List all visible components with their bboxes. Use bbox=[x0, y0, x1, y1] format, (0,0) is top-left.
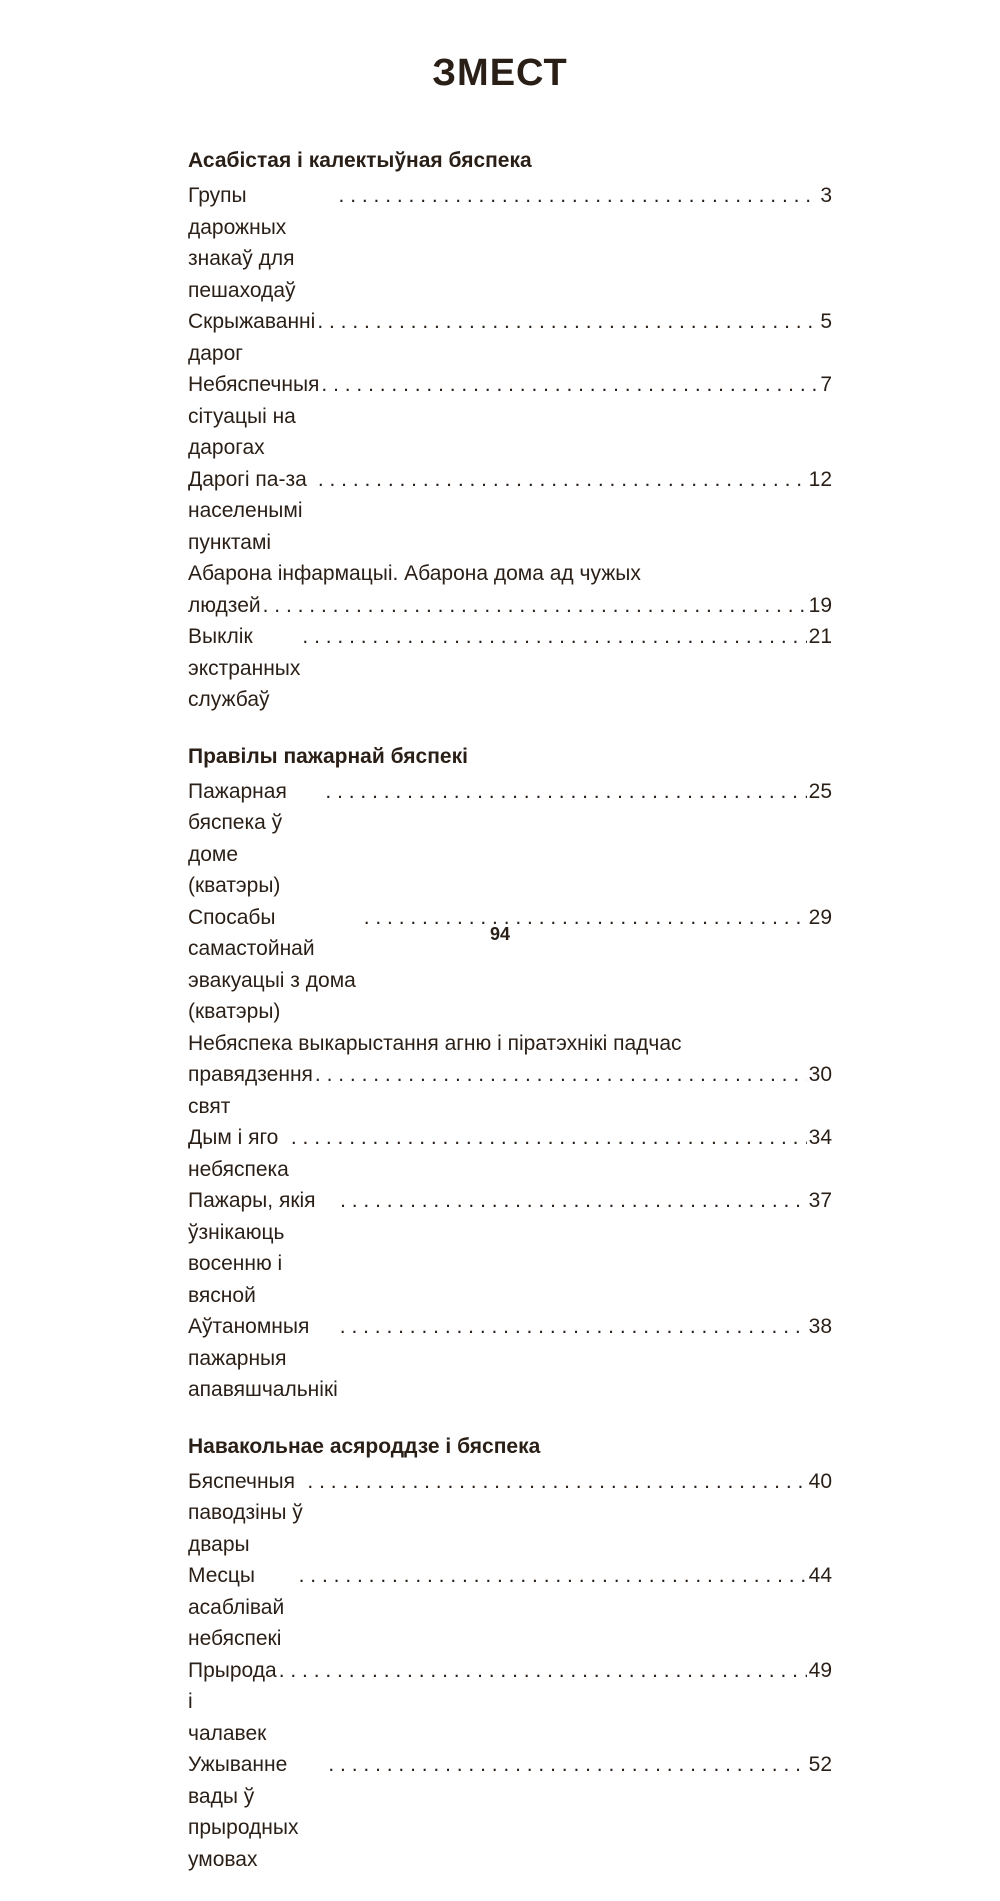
dot-leader bbox=[318, 464, 807, 496]
footer-page-number: 94 bbox=[489, 924, 511, 944]
entry-page-number: 40 bbox=[808, 1469, 832, 1493]
toc-section-personal-safety bbox=[188, 146, 832, 716]
dot-leader bbox=[291, 1122, 807, 1154]
toc-entry-multiline[interactable] bbox=[188, 1028, 832, 1123]
entry-title: Выклік экстранных службаў bbox=[188, 625, 307, 711]
dot-leader bbox=[339, 180, 819, 212]
entry-page-number: 21 bbox=[808, 625, 832, 648]
toc-entry[interactable] bbox=[188, 1560, 832, 1655]
entry-page-number: 34 bbox=[808, 1126, 832, 1149]
toc-entry[interactable] bbox=[188, 621, 832, 716]
dot-leader bbox=[263, 590, 807, 622]
entry-page-number: 49 bbox=[808, 1658, 832, 1682]
section-title: Правілы пажарнай бяспекі bbox=[188, 744, 468, 768]
entry-title: Групы дарожных знакаў для пешаходаў bbox=[188, 184, 301, 302]
entry-page-number: 3 bbox=[820, 184, 832, 207]
entry-title-line1: Небяспека выкарыстання агню і піратэхнікі падчас bbox=[188, 1031, 682, 1055]
entry-title-line2: правядзення свят bbox=[188, 1063, 319, 1118]
entry-title: Пажары, якія ўзнікаюць восенню і вясной bbox=[188, 1189, 322, 1307]
entry-page-number: 52 bbox=[808, 1753, 832, 1776]
toc-entry[interactable] bbox=[188, 1122, 832, 1185]
entry-page-number: 30 bbox=[808, 1063, 832, 1086]
entry-title: Спосабы самастойнай эвакуацыі з дома (кватэры) bbox=[188, 905, 362, 1023]
section-title: Асабістая і калектыўная бяспека bbox=[188, 149, 532, 172]
entry-title: Аўтаномныя пажарныя апавяшчальнікі bbox=[188, 1315, 338, 1401]
toc-entry[interactable] bbox=[188, 464, 832, 559]
page-title: ЗМЕСТ bbox=[432, 52, 568, 94]
entry-title: Небяспечныя сітуацыі на дарогах bbox=[188, 373, 326, 459]
entry-page-number: 19 bbox=[808, 593, 832, 617]
dot-leader bbox=[328, 1749, 806, 1781]
entry-title: Скрыжаванні дарог bbox=[188, 310, 322, 365]
toc-section-environment-safety bbox=[188, 1432, 832, 1876]
dot-leader bbox=[340, 1311, 807, 1343]
toc-entry[interactable] bbox=[188, 306, 832, 369]
entry-title: Прырода і чалавек bbox=[188, 1658, 283, 1745]
dot-leader bbox=[315, 1059, 807, 1091]
dot-leader bbox=[340, 1185, 807, 1217]
toc-entry[interactable] bbox=[188, 1655, 832, 1750]
section-title: Навакольнае асяроддзе і бяспека bbox=[188, 1434, 541, 1458]
entry-title: Дым і яго небяспека bbox=[188, 1126, 289, 1181]
entry-page-number: 5 bbox=[820, 310, 832, 333]
toc-entry[interactable] bbox=[188, 1466, 832, 1561]
entry-title-line2: людзей bbox=[188, 593, 261, 617]
entry-page-number: 7 bbox=[820, 373, 832, 396]
entry-title: Дарогі па-за населенымі пунктамі bbox=[188, 467, 313, 554]
entry-title-line1: Абарона інфармацыі. Абарона дома ад чужых bbox=[188, 562, 641, 585]
entry-title: Пажарная бяспека ў доме (кватэры) bbox=[188, 779, 293, 897]
toc-entry[interactable] bbox=[188, 369, 832, 464]
entry-title: Месцы асаблівай небяспекі bbox=[188, 1564, 291, 1650]
table-of-contents bbox=[188, 146, 832, 1901]
dot-leader bbox=[325, 776, 806, 808]
entry-title: Бяспечныя паводзіны ў двары bbox=[188, 1469, 309, 1556]
entry-page-number: 37 bbox=[808, 1189, 832, 1212]
toc-entry[interactable] bbox=[188, 1749, 832, 1875]
toc-section-fire-safety bbox=[188, 742, 832, 1406]
dot-leader bbox=[302, 621, 806, 653]
entry-page-number: 12 bbox=[808, 467, 832, 491]
toc-entry[interactable] bbox=[188, 180, 832, 306]
entry-page-number: 25 bbox=[808, 779, 832, 803]
toc-entry[interactable] bbox=[188, 902, 832, 1028]
entry-title: Ужыванне вады ў прыродных умовах bbox=[188, 1753, 305, 1871]
dot-leader bbox=[299, 1560, 807, 1592]
toc-entry[interactable] bbox=[188, 1185, 832, 1311]
entry-page-number: 44 bbox=[808, 1564, 832, 1587]
entry-page-number: 29 bbox=[808, 905, 832, 929]
toc-entry-multiline[interactable] bbox=[188, 558, 832, 621]
toc-entry[interactable] bbox=[188, 1311, 832, 1406]
dot-leader bbox=[279, 1655, 807, 1687]
dot-leader bbox=[321, 369, 818, 401]
toc-entry[interactable] bbox=[188, 776, 832, 902]
entry-page-number: 38 bbox=[808, 1315, 832, 1338]
dot-leader bbox=[307, 1466, 806, 1498]
dot-leader bbox=[317, 306, 818, 338]
